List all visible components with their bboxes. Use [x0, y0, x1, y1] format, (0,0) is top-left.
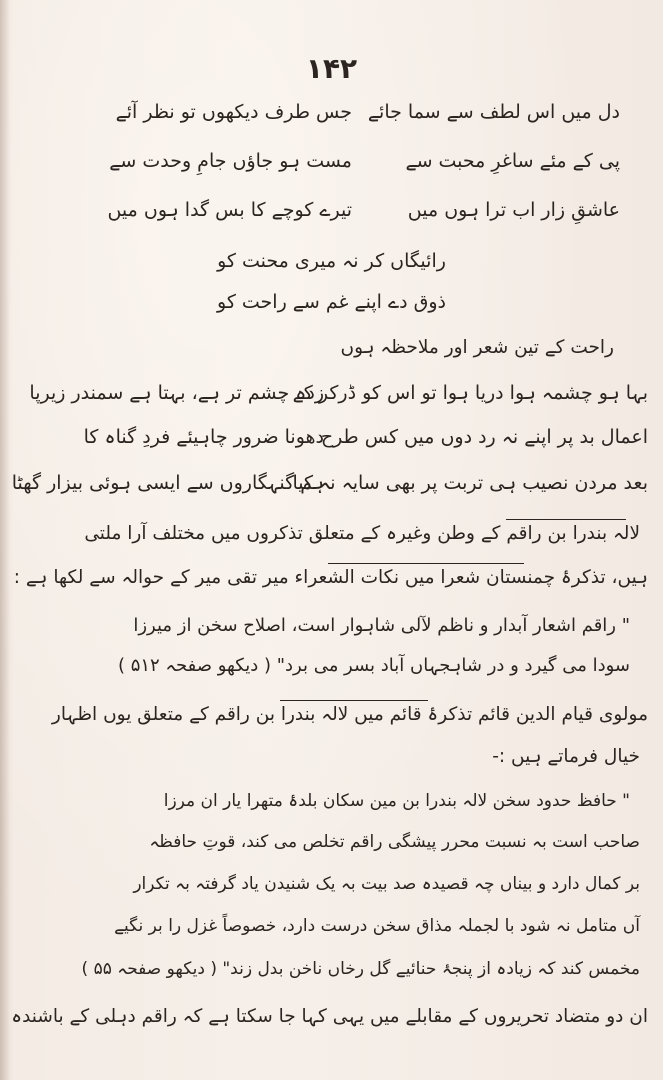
quote1-line2: سودا می گیرد و در شاہجہاں آباد بسر می برد" ( دیکھو صفحہ ۵۱۲ ) — [117, 655, 630, 676]
poem2-line1-left: زدہ چشم تر ہے، بہتا ہے سمندر زیرپا — [29, 382, 324, 404]
quote1-line1: " راقم اشعار آبدار و ناظم لآلی شاہوار است، اصلاح سخن از میرزا — [133, 615, 630, 636]
poem1-line3-right: عاشقِ زار اب ترا ہوں میں — [407, 199, 620, 221]
quote2-line4: آں متامل نہ شود با لجملہ مذاق سخن درست دارد، خصوصاً غزل را بر نگیے — [114, 916, 640, 936]
page-number: ۱۴۲ — [305, 52, 358, 85]
poem2-line3-right: بعد مردن نصیب ہی تربت پر بھی سایہ نہ کیا — [292, 472, 648, 494]
para1-line1: لالہ بندرا بن راقم کے وطن وغیرہ کے متعلق تذکروں میں مختلف آرا ملتی — [84, 523, 640, 544]
poem2-intro: راحت کے تین شعر اور ملاحظہ ہوں — [340, 337, 614, 358]
poem2-line2-left: دھونا ضرور چاہیئے فردِ گناہ کا — [83, 426, 324, 448]
title-overline-1 — [328, 563, 524, 564]
poem1-line2-right: پی کے مئے ساغرِ محبت سے — [405, 150, 620, 172]
closing-line: ان دو متضاد تحریروں کے مقابلے میں یہی کہا جا سکتا ہے کہ راقم دہلی کے باشندہ — [11, 1006, 648, 1027]
poem2-line3-left: ہم گنہگاروں سے ایسی ہوئی بیزار گھٹا — [11, 472, 324, 494]
poem1-line1-right: دل میں اس لطف سے سما جائے — [367, 101, 620, 123]
quote2-line5: مخمس کند کہ زیادہ از پنجۂ حنائیے گل رخاں ناخن بدل زند" ( دیکھو صفحہ ۵۵ ) — [81, 959, 640, 979]
poem2-line2-right: اعمال بد پر اپنے نہ رد دوں میں کس طرح — [320, 426, 648, 448]
para2-line2: خیال فرماتے ہیں :- — [492, 746, 640, 767]
para2-line1: مولوی قیام الدین قائم تذکرۂ قائم میں لالہ بندرا بن راقم کے متعلق یوں اظہار — [51, 704, 648, 725]
poem1-line1-left: جس طرف دیکھوں تو نظر آئے — [115, 101, 352, 123]
quote2-line3: بر کمال دارد و بیناں چہ قصیدہ صد بیت بہ یک شنیدن یاد گرفتہ بہ تکرار — [133, 874, 640, 894]
para1-line2: ہیں، تذکرۂ چمنستان شعرا میں نکات الشعراء میر تقی میر کے حوالہ سے لکھا ہے : — [13, 567, 648, 588]
quote2-line1: " حافظ حدود سخن لالہ بندرا بن مین سکان بلدۂ متھرا یار ان مرزا — [163, 791, 630, 811]
poem1-line3-left: تیرے کوچے کا بس گدا ہوں میں — [107, 199, 352, 221]
poem1-couplet-line2: ذوق دے اپنے غم سے راحت کو — [217, 291, 446, 313]
poem1-line2-left: مست ہو جاؤں جامِ وحدت سے — [109, 150, 352, 172]
poem1-couplet-line1: رائیگاں کر نہ میری محنت کو — [217, 250, 446, 272]
quote2-line2: صاحب است بہ نسبت محرر پیشگی راقم تخلص می کند، قوتِ حافظہ — [149, 832, 640, 852]
poem2-line1-right: بہا ہو چشمہ ہوا دریا ہوا تو اس کو ڈرکر کے — [292, 382, 648, 404]
name-overline-1 — [506, 519, 626, 520]
title-overline-2 — [280, 700, 428, 701]
